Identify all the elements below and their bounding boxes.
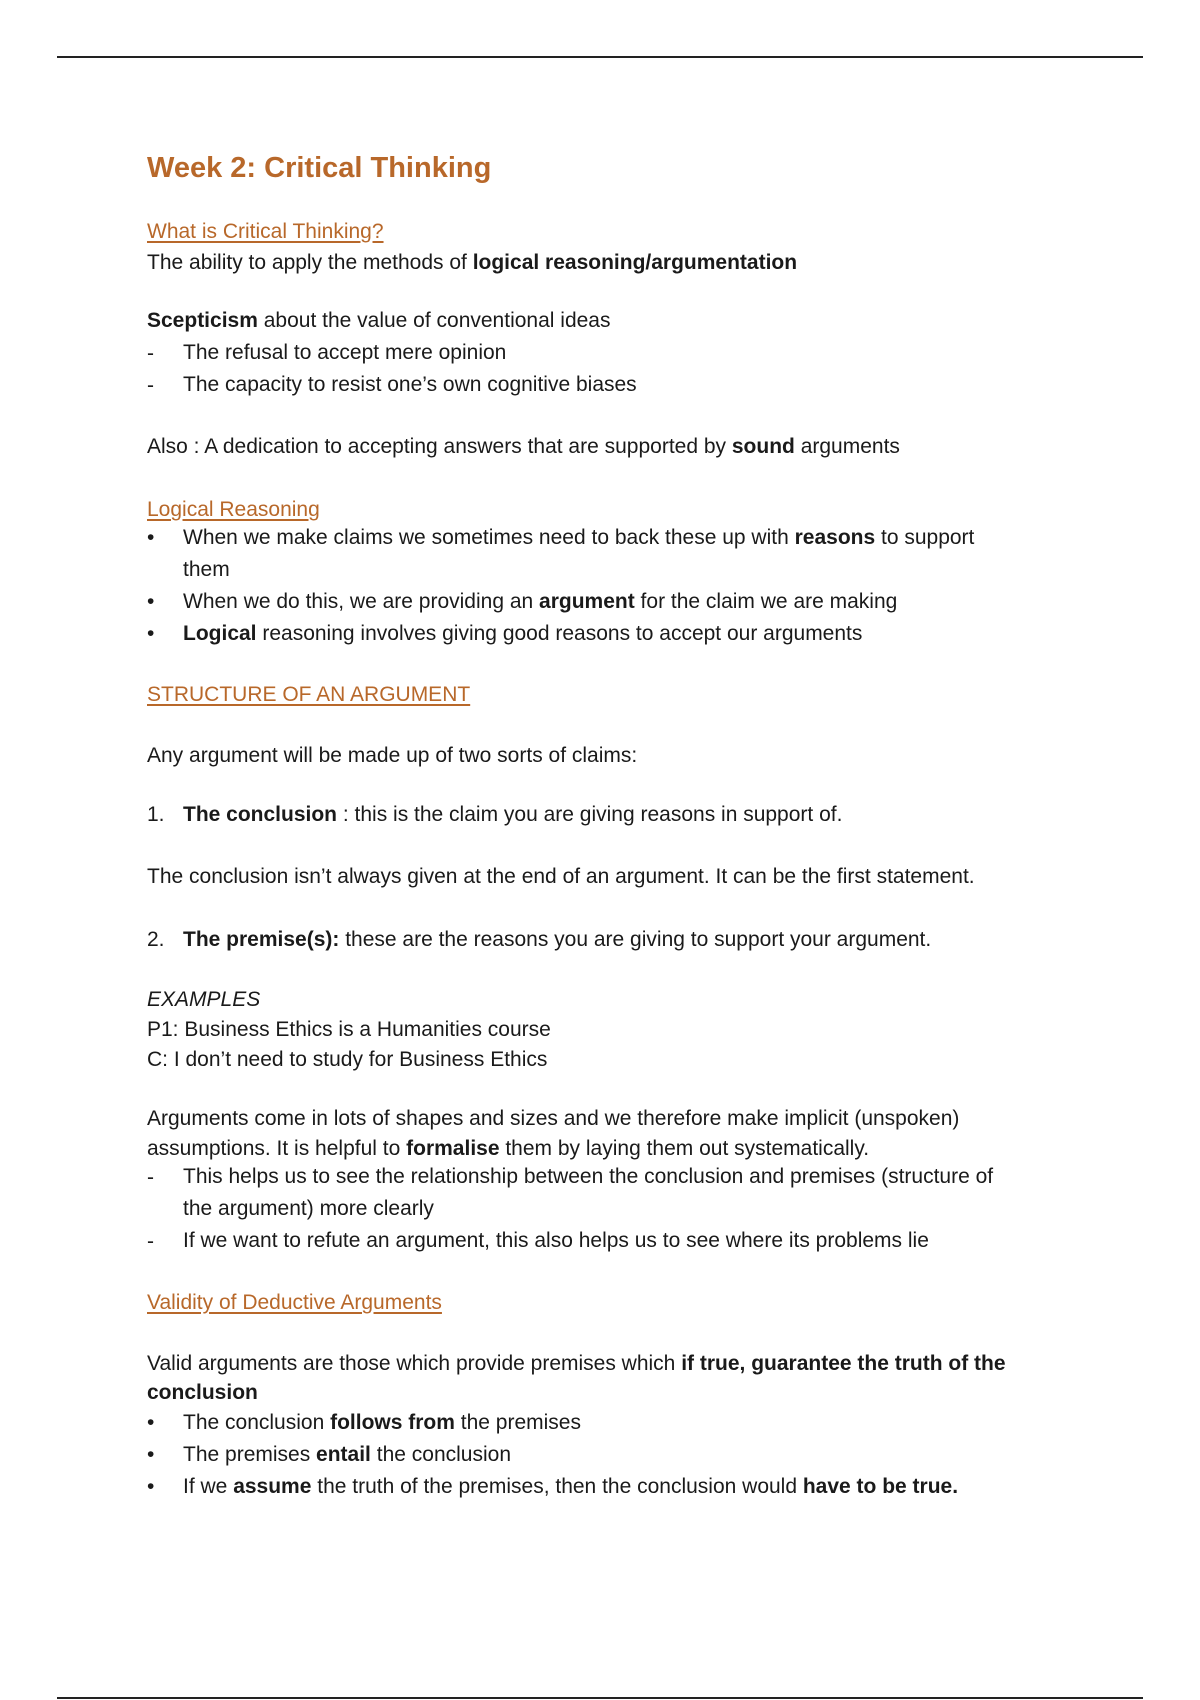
also-line — [147, 436, 900, 457]
text: When we do this, we are providing an — [183, 590, 540, 613]
top-rule — [57, 56, 1143, 58]
text: Valid arguments are those which provide premises which — [147, 1352, 682, 1375]
scepticism-line — [147, 310, 610, 331]
text: Any argument will be made up of two sorts of claims: — [147, 744, 638, 767]
dash-item — [183, 1166, 993, 1187]
text: If we want to refute an argument, this also helps us to see where its problems lie — [183, 1229, 929, 1252]
text: P1: Business Ethics is a Humanities course — [147, 1018, 551, 1041]
text: them by laying them out systematically. — [499, 1137, 870, 1160]
italic-text: EXAMPLES — [147, 988, 261, 1011]
text: the conclusion — [370, 1443, 511, 1466]
dash-marker: - — [147, 342, 154, 365]
text: for the claim we are making — [634, 590, 898, 613]
dash-item — [183, 374, 637, 395]
example-premise — [147, 1019, 551, 1040]
intro-line — [147, 745, 637, 766]
heading-what-is-critical-thinking — [147, 221, 384, 242]
bold-text: reasons — [794, 526, 876, 549]
dash-marker: - — [147, 374, 154, 397]
bullet-marker: • — [147, 1475, 155, 1498]
bold-text: Scepticism — [147, 309, 258, 332]
validity-line — [147, 1353, 1006, 1374]
bullet-marker: • — [147, 622, 155, 645]
text: The capacity to resist one’s own cognitive biases — [183, 373, 637, 396]
bullet-marker: • — [147, 1443, 155, 1466]
text: these are the reasons you are giving to support your argument. — [339, 928, 932, 951]
heading-structure-of-an-argument — [147, 684, 470, 705]
bold-text: The conclusion — [183, 803, 338, 826]
bullet-item — [183, 623, 862, 644]
text: reasoning involves giving good reasons to accept our arguments — [256, 622, 863, 645]
heading-logical-reasoning — [147, 499, 320, 520]
bold-text: formalise — [406, 1137, 500, 1160]
text: The conclusion — [183, 1411, 331, 1434]
bold-text: The premise(s): — [183, 928, 340, 951]
note-line — [147, 866, 975, 887]
text: This helps us to see the relationship between the conclusion and premises (structure of — [183, 1165, 994, 1188]
text: the premises — [454, 1411, 581, 1434]
text: assumptions. It is helpful to — [147, 1137, 407, 1160]
numbered-item — [183, 929, 931, 950]
bold-text: sound — [731, 435, 795, 458]
dash-item-continued — [183, 1198, 434, 1219]
text: If we — [183, 1475, 234, 1498]
examples-label — [147, 989, 260, 1010]
bold-text: conclusion — [147, 1381, 258, 1404]
heading-text: STRUCTURE OF AN ARGUMENT — [147, 683, 471, 706]
dash-marker: - — [147, 1166, 154, 1189]
bold-text: argument — [539, 590, 635, 613]
dash-item — [183, 1230, 929, 1251]
list-number: 1. — [147, 803, 165, 826]
text: about the value of conventional ideas — [257, 309, 611, 332]
text: The conclusion isn’t always given at the end of an argument. It can be the first statement. — [147, 865, 975, 888]
numbered-item — [183, 804, 842, 825]
bold-text: have to be true. — [802, 1475, 959, 1498]
heading-text: Logical Reasoning — [147, 498, 320, 521]
definition-line — [147, 252, 797, 273]
bullet-item — [183, 1476, 958, 1497]
text: the argument) more clearly — [183, 1197, 434, 1220]
text: C: I don’t need to study for Business Ethics — [147, 1048, 548, 1071]
page-title — [147, 154, 491, 183]
text: The premises — [183, 1443, 317, 1466]
bullet-item — [183, 1412, 581, 1433]
bullet-item — [183, 1444, 511, 1465]
bullet-item — [183, 527, 974, 548]
validity-line-continued — [147, 1382, 258, 1403]
text: The refusal to accept mere opinion — [183, 341, 507, 364]
bold-text: entail — [316, 1443, 371, 1466]
heading-text: What is Critical Thinking? — [147, 220, 384, 243]
text: Arguments come in lots of shapes and sizes and we therefore make implicit (unspoken) — [147, 1107, 960, 1130]
bold-text: Logical — [183, 622, 257, 645]
text: Also : A dedication to accepting answers that are supported by — [147, 435, 732, 458]
example-conclusion — [147, 1049, 547, 1070]
text: When we make claims we sometimes need to back these up with — [183, 526, 795, 549]
title-text: Week 2: Critical Thinking — [147, 152, 492, 184]
heading-text: Validity of Deductive Arguments — [147, 1291, 442, 1314]
bullet-marker: • — [147, 526, 155, 549]
heading-validity-of-deductive-arguments — [147, 1292, 442, 1313]
bold-text: logical reasoning/argumentation — [472, 251, 798, 274]
bullet-marker: • — [147, 1411, 155, 1434]
dash-marker: - — [147, 1230, 154, 1253]
dash-item — [183, 342, 506, 363]
bullet-item — [183, 591, 897, 612]
bottom-rule — [57, 1697, 1143, 1699]
bold-text: if true, guarantee the truth of the — [681, 1352, 1006, 1375]
bullet-marker: • — [147, 590, 155, 613]
text: them — [183, 558, 230, 581]
text: the truth of the premises, then the conclusion would — [311, 1475, 803, 1498]
text: : this is the claim you are giving reasons in support of. — [337, 803, 843, 826]
text: arguments — [794, 435, 900, 458]
paragraph-line — [147, 1138, 869, 1159]
bullet-item-continued — [183, 559, 230, 580]
bold-text: assume — [233, 1475, 312, 1498]
text: to support — [875, 526, 975, 549]
list-number: 2. — [147, 928, 165, 951]
paragraph-line — [147, 1108, 959, 1129]
bold-text: follows from — [330, 1411, 455, 1434]
text: The ability to apply the methods of — [147, 251, 473, 274]
